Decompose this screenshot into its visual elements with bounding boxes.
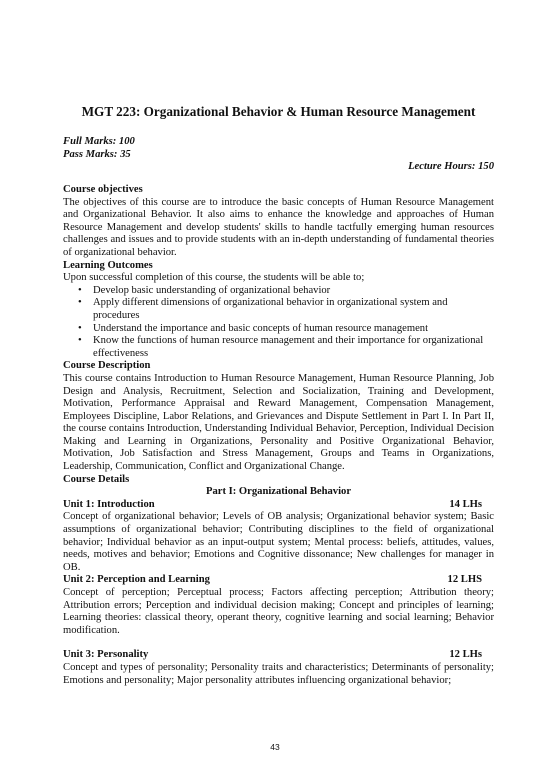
learning-outcomes-list: [63, 285, 494, 361]
unit-hours: 12 LHs: [449, 649, 482, 661]
outcome-text: Develop basic understanding of organizational behavior: [93, 284, 331, 296]
bullet-icon: •: [78, 284, 82, 296]
list-item: [63, 335, 494, 360]
unit-text: Concept of perception; Perceptual process; Factors affecting perception; Attribution theory; Attribution errors; Perception and individual decision making; Concept and principles of learning; Learning theories: classical theory, operant theory, cognitive learning and social learning; Behavior modification.: [63, 587, 494, 636]
unit-text: Concept and types of personality; Personality traits and characteristics; Determinants of personality; Emotions and personality; Major personality attributes influencing organizational behavior;: [63, 661, 494, 686]
learning-outcomes-intro: Upon successful completion of this course, the students will be able to;: [63, 272, 365, 284]
pass-marks: Pass Marks: 35: [63, 148, 131, 160]
unit-text: Concept of organizational behavior; Levels of OB analysis; Organizational behavior system; Basic assumptions of organizational behavior; Contributing disciplines to the field of organizational behavior; Individual behavior as an input-output system; Mental process: beliefs, attitudes, values, needs, motives and behavior; Emotions and Cognitive dissonance; New challenges for manager in OB.: [63, 511, 494, 573]
course-title: MGT 223: Organizational Behavior & Human Resource Management: [81, 104, 476, 119]
bullet-icon: •: [78, 335, 82, 347]
bullet-icon: •: [78, 297, 82, 309]
unit-hours: 14 LHs: [449, 498, 482, 510]
course-details-heading: Course Details: [63, 473, 130, 485]
spacer: [63, 637, 494, 649]
unit-header: [63, 649, 494, 662]
page-number: 43: [270, 742, 280, 752]
bullet-icon: •: [78, 322, 82, 334]
course-description-text: This course contains Introduction to Human Resource Management, Human Resource Planning, Job Design and Analysis, Recruitment, Selection and Socialization, Training and Development, Motivation, Performance Appraisal and Reward Management, Compensation Management, Employees Discipline, Labor Relations, and Grievances and Dispute Settlement in Part I. In Part II, the course contains Introduction, Understanding Individual Behavior, Perception, Individual Decision Making and Learning in Organizations, Personality and Positive Organizational Behavior, Motivation, Job Satisfaction and Stress Management, Groups and Teams in Organizations, Leadership, Communication, Conflict and Organizational Change.: [63, 372, 494, 473]
course-objectives-text: The objectives of this course are to introduce the basic concepts of Human Resource Management and Organizational Behavior. It also aims to enhance the knowledge and approaches of Human Resource Management and develop students' skills to handle tactfully emerging human resources challenges and issues and to provide students with an in-depth understanding of fundamental theories of organizational behavior.: [63, 196, 494, 258]
unit-title: Unit 2: Perception and Learning: [63, 574, 210, 586]
list-item: [63, 297, 494, 322]
marks-block: [63, 136, 494, 174]
course-description-heading: Course Description: [63, 360, 151, 372]
part-title: Part I: Organizational Behavior: [205, 486, 352, 498]
unit-hours: 12 LHS: [447, 574, 482, 586]
list-item: [63, 323, 494, 336]
outcome-text: Apply different dimensions of organizational behavior in organizational system and procedures: [93, 297, 448, 321]
course-objectives-heading: Course objectives: [63, 184, 143, 195]
list-item: [63, 285, 494, 298]
unit-header: [63, 499, 494, 512]
outcome-text: Understand the importance and basic concepts of human resource management: [93, 322, 429, 334]
unit-header: [63, 574, 494, 587]
unit-title: Unit 3: Personality: [63, 649, 149, 661]
learning-outcomes-heading: Learning Outcomes: [63, 259, 153, 271]
lecture-hours: Lecture Hours: 150: [408, 161, 494, 173]
outcome-text: Know the functions of human resource management and their importance for organizational effectiveness: [93, 335, 484, 359]
document-body: [63, 184, 494, 687]
unit-title: Unit 1: Introduction: [63, 498, 155, 510]
full-marks: Full Marks: 100: [63, 136, 135, 147]
